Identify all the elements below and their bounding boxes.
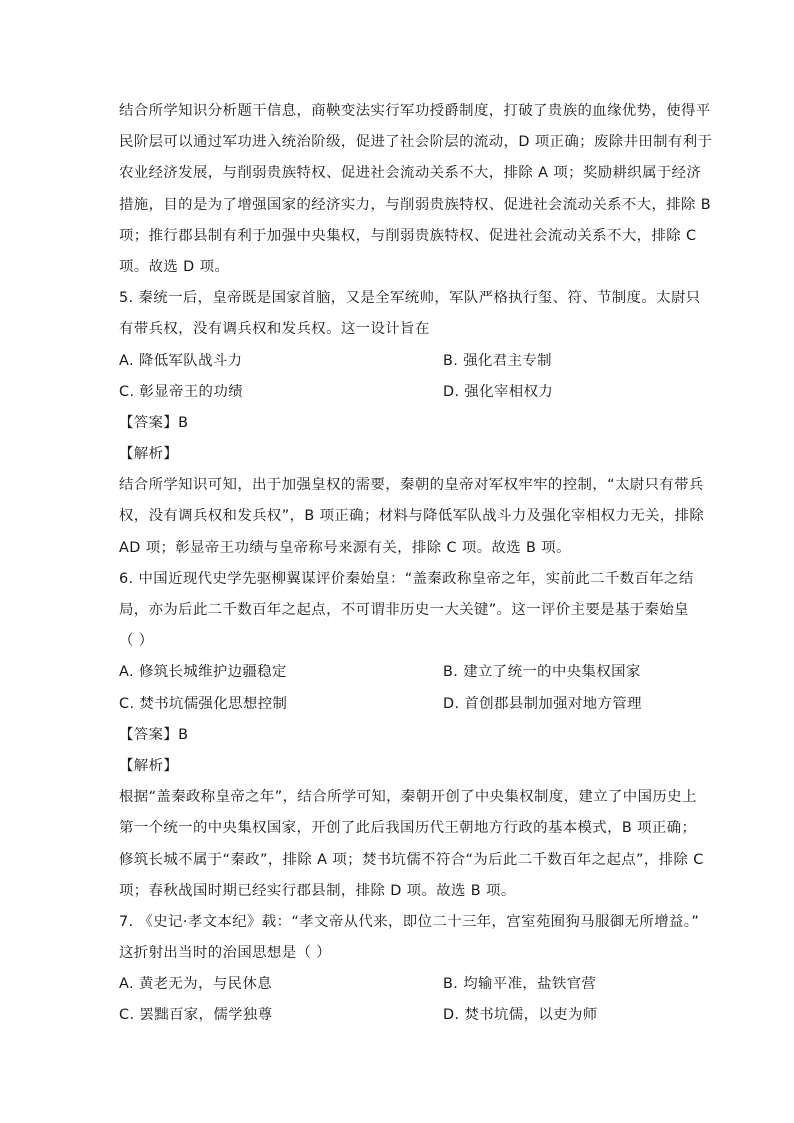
option-row: [119, 1000, 679, 1031]
option-row: [119, 346, 679, 377]
paragraph-line: 项。故选 D 项。: [119, 258, 230, 275]
option-row: [119, 689, 679, 720]
analysis-line: 根据“盖秦政称皇帝之年”，结合所学可知，秦朝开创了中央集权制度，建立了中国历史上: [119, 789, 697, 806]
option-row: [119, 377, 679, 408]
analysis-label: 【解析】: [119, 446, 179, 463]
question-stem-line: 这折射出当时的治国思想是（ ）: [119, 945, 332, 962]
option-choice: C. 罢黜百家，儒学独尊: [119, 1007, 273, 1024]
option-choice: A. 修筑长城维护边疆稳定: [119, 664, 287, 681]
question-stem-line: 5. 秦统一后，皇帝既是国家首脑，又是全军统帅，军队严格执行玺、符、节制度。太尉只: [119, 290, 701, 307]
paragraph-line: 项；推行郡县制有利于加强中央集权，与削弱贵族特权、促进社会流动关系不大，排除 C: [119, 227, 697, 244]
paragraph-line: 措施，目的是为了增强国家的经济实力，与削弱贵族特权、促进社会流动关系不大，排除 B: [119, 196, 712, 213]
text-block: [119, 96, 713, 283]
analysis-line: 项；春秋战国时期已经实行郡县制，排除 D 项。故选 B 项。: [119, 882, 516, 899]
option-choice: D. 首创郡县制加强对地方管理: [443, 695, 642, 712]
question-stem-line: 7. 《史记·孝文本纪》载：“孝文帝从代来，即位二十三年，宫室苑囿狗马服御无所增益。”: [119, 913, 700, 930]
option-choice: B. 均输平准，盐铁官营: [443, 976, 597, 993]
analysis-line: 结合所学知识可知，出于加强皇权的需要，秦朝的皇帝对军权牢牢的控制，“太尉只有带兵: [119, 477, 704, 494]
question-stem-line: 局，亦为后此二千数百年之起点，不可谓非历史一大关键”。这一评价主要是基于秦始皇: [119, 602, 689, 618]
analysis-line: 权，没有调兵权和发兵权”，B 项正确；材料与降低军队战斗力及强化宰相权力无关，排除: [119, 508, 705, 525]
question-block: [119, 564, 704, 907]
option-choice: B. 建立了统一的中央集权国家: [443, 664, 641, 681]
question-block: [119, 907, 700, 1032]
analysis-line: 第一个统一的中央集权国家，开创了此后我国历代王朝地方行政的基本模式，B 项正确；: [119, 820, 697, 837]
option-choice: A. 降低军队战斗力: [119, 352, 243, 369]
question-stem-line: 6. 中国近现代史学先驱柳翼谋评价秦始皇：“盖秦政称皇帝之年，实前此二千数百年之结: [119, 570, 694, 587]
option-row: [119, 969, 679, 1000]
page-content: [119, 96, 713, 1032]
answer-label: 【答案】B: [119, 726, 189, 743]
paragraph-line: 民阶层可以通过军功进入统治阶级，促进了社会阶层的流动，D 项正确；废除井田制有利于: [119, 134, 713, 151]
option-choice: C. 焚书坑儒强化思想控制: [119, 695, 288, 712]
option-choice: C. 彰显帝王的功绩: [119, 383, 243, 400]
paragraph-line: 农业经济发展，与削弱贵族特权、促进社会流动关系不大，排除 A 项；奖励耕织属于经济: [119, 165, 702, 182]
analysis-line: AD 项；彰显帝王功绩与皇帝称号来源有关，排除 C 项。故选 B 项。: [119, 539, 571, 556]
answer-label: 【答案】B: [119, 414, 189, 431]
question-stem-line: （ ）: [119, 633, 154, 650]
question-block: [119, 283, 705, 564]
analysis-label: 【解析】: [119, 757, 179, 774]
option-choice: D. 焚书坑儒，以吏为师: [443, 1007, 598, 1024]
question-stem-line: 有带兵权，没有调兵权和发兵权。这一设计旨在: [119, 321, 430, 338]
paragraph-line: 结合所学知识分析题干信息，商鞅变法实行军功授爵制度，打破了贵族的血缘优势，使得平: [119, 103, 711, 119]
option-row: [119, 657, 679, 688]
analysis-line: 修筑长城不属于“秦政”，排除 A 项；焚书坑儒不符合“为后此二千数百年之起点”，排除 C: [119, 851, 704, 868]
option-choice: D. 强化宰相权力: [443, 383, 554, 400]
option-choice: A. 黄老无为，与民休息: [119, 976, 273, 993]
option-choice: B. 强化君主专制: [443, 352, 552, 369]
